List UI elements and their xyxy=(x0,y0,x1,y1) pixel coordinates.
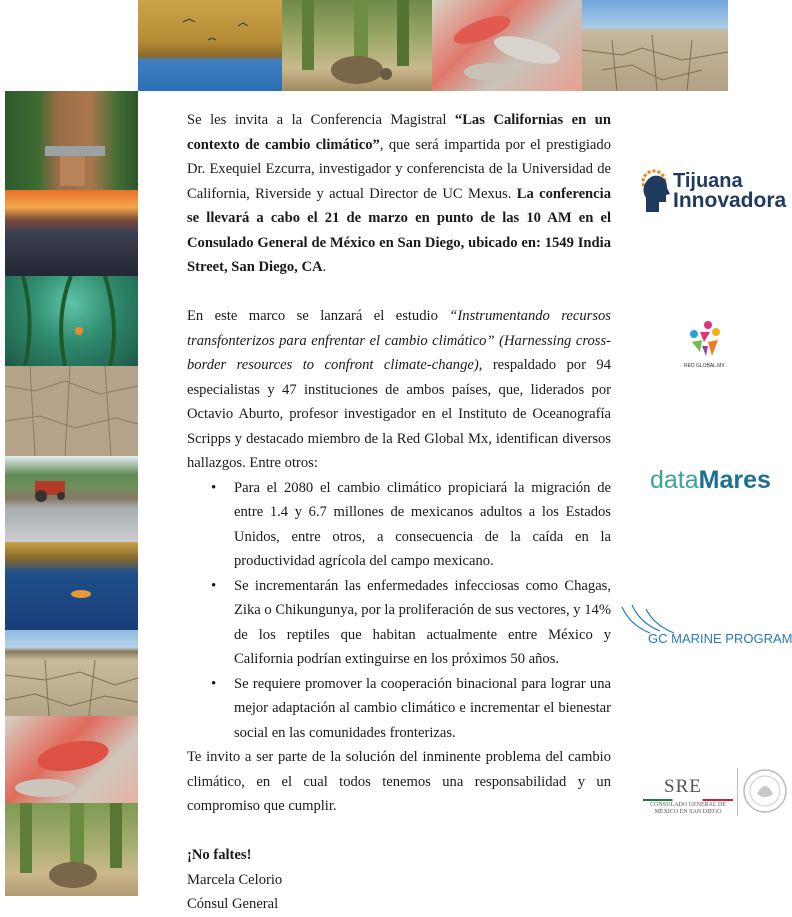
event-details: La conferencia se llevará a cabo el 21 de marzo en punto de las 10 AM en el Consulado General de México en San Diego, ubicado en: 1549 India Street, San Diego, CA xyxy=(187,185,611,275)
river-dam-photo xyxy=(5,91,138,190)
signer-name: Marcela Celorio xyxy=(187,871,283,888)
findings-list xyxy=(187,476,611,746)
invitation-body xyxy=(187,108,611,917)
study-title: “Instrumentando recursos transfonterizos para enfrentar el cambio climático” (Harnessing cross-border resources to confront climate-change), xyxy=(187,308,611,373)
cracked-earth-sky-photo xyxy=(582,0,728,91)
desert-sunset-photo xyxy=(5,190,138,276)
water-birds-photo xyxy=(138,0,282,91)
datamares-logo xyxy=(650,465,771,495)
finding-item: • Para el 2080 el cambio climático propiciará la migración de entre 1.4 y 6.7 millones de mexicanos adultos a los Estados Unidos, entre otros, a consecuencia de la caída en la productividad agrícola del campo mexicano. xyxy=(234,476,611,574)
study-intro: En este marco se lanzará el estudio xyxy=(187,308,450,324)
red-snapper-pile-photo xyxy=(5,716,138,803)
mexican-seal-icon xyxy=(742,768,788,814)
gc-marine-label: GC MARINE PROGRAM xyxy=(648,631,792,646)
tractor-flooded-field-photo xyxy=(5,456,138,542)
cracked-earth-landscape-photo xyxy=(5,630,138,716)
invitation-paragraph xyxy=(187,108,611,280)
consulado-label: CONSULADO GENERAL DE MÉXICO EN SAN DIEGO xyxy=(650,802,726,815)
conference-title: “Las Californias en un contexto de cambio climático” xyxy=(187,112,611,153)
side-photo-strip xyxy=(5,91,138,896)
closing-line xyxy=(187,843,611,868)
cactus-tortoise-photo xyxy=(5,803,138,896)
head-gear-icon xyxy=(637,168,671,214)
kelp-forest-photo xyxy=(5,276,138,366)
colorful-people-icon xyxy=(686,320,726,360)
top-photo-strip xyxy=(138,0,728,91)
red-global-mx-logo xyxy=(682,320,732,372)
sre-consulado-logo xyxy=(638,768,790,820)
speaker-text: , que será impartida por el prestigiado Dr. Exequiel Ezcurra, investigador y conferencista de la Universidad de California, Riverside y actual Director de UC Mexus. xyxy=(187,136,611,202)
flag-stripe xyxy=(643,799,733,801)
intro-text: Se les invita a la Conferencia Magistral xyxy=(187,112,455,128)
red-global-label: RED GLOBAL MX xyxy=(684,363,725,369)
datamares-data-text: data xyxy=(650,466,699,494)
tijuana-innovadora-logo xyxy=(637,168,792,214)
logo-divider xyxy=(737,768,738,816)
period-text: . xyxy=(322,259,327,275)
finding-item: • Se requiere promover la cooperación binacional para lograr una mejor adaptación al cambio climático e incrementar el bienestar social en las comunidades fronterizas. xyxy=(234,672,611,746)
study-description: respaldado por 94 especialistas y 47 instituciones de ambos países, que, liderados por Octavio Aburto, profesor investigador en el Instituto de Oceanografía Scripps y destacado miembro de la Red Global Mx, identifican diversos hallazgos. Entre otros: xyxy=(187,357,611,471)
finding-item: • Se incrementarán las enfermedades infecciosas como Chagas, Zika o Chikungunya, por la proliferación de sus vectores, y 14% de los reptiles que habitan actualmente entre México y California podrían extinguirse en los próximos 50 años. xyxy=(234,574,611,672)
gc-marine-program-logo xyxy=(620,603,792,647)
underwater-kelp-fish-photo xyxy=(5,542,138,630)
tijuana-wordmark: Tijuana xyxy=(673,170,743,192)
dry-cracked-soil-photo xyxy=(5,366,138,456)
study-paragraph xyxy=(187,304,611,476)
fish-catch-photo xyxy=(432,0,582,91)
datamares-mares-text: Mares xyxy=(698,466,771,494)
sre-wordmark: SRE xyxy=(664,776,702,797)
birds-icon xyxy=(138,0,282,91)
tortoise-cactus-photo xyxy=(282,0,432,91)
closing-text: ¡No faltes! xyxy=(187,847,252,863)
signer-title: Cónsul General xyxy=(187,896,279,912)
innovadora-wordmark: Innovadora xyxy=(673,189,787,212)
call-to-action-paragraph: Te invito a ser parte de la solución del inminente problema del cambio climático, en el cual todos tenemos una responsabilidad y un compromiso que cumplir. xyxy=(187,749,611,814)
